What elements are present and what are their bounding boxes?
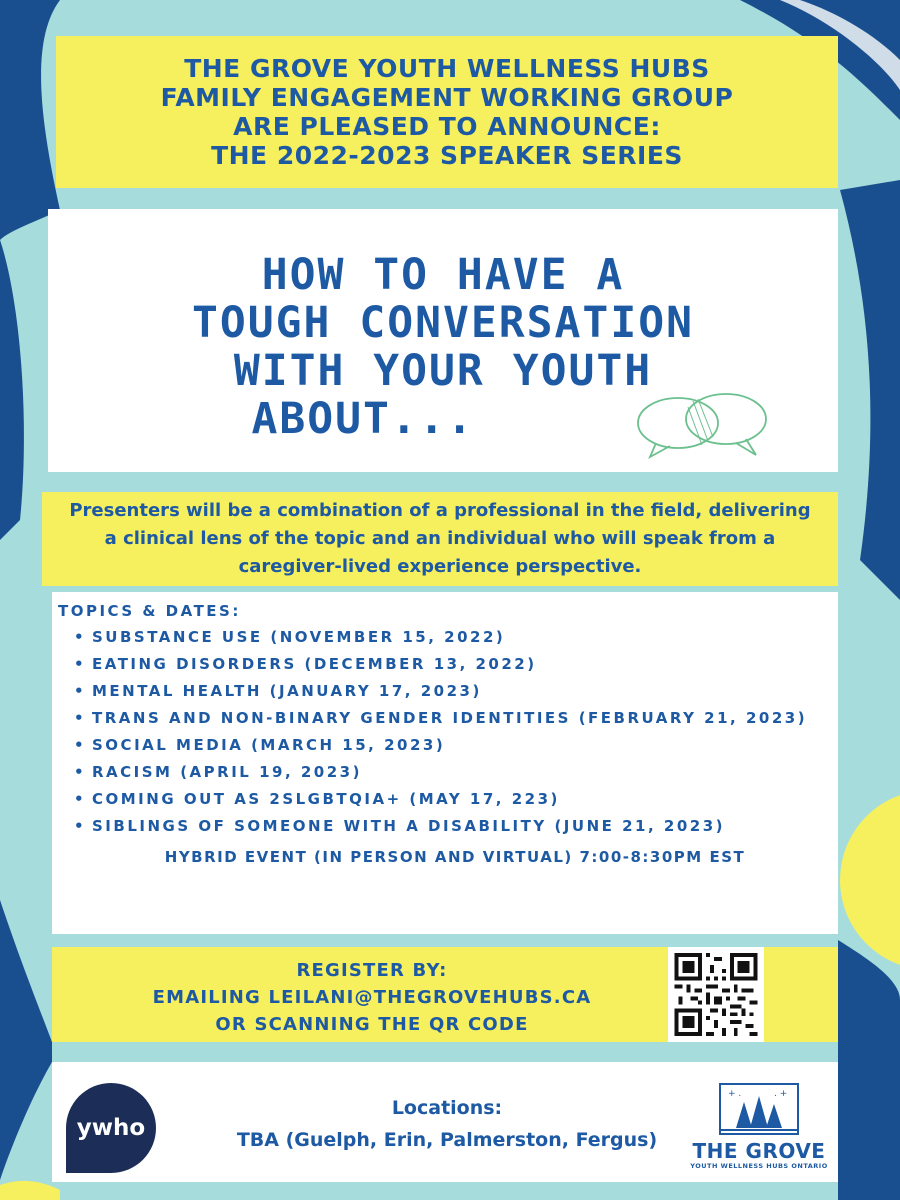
register-line: REGISTER BY:	[296, 960, 448, 981]
header-banner	[56, 36, 838, 188]
topic-item: • COMING OUT AS 2SLGBTQIA+ (MAY 17, 223)	[72, 786, 832, 813]
title-line: ABOUT...	[251, 394, 475, 444]
title-line: WITH YOUR YOUTH	[233, 346, 653, 396]
locations-value: TBA (Guelph, Erin, Palmerston, Fergus)	[236, 1129, 658, 1151]
presenters-description	[42, 492, 838, 586]
topic-item: • SIBLINGS OF SOMEONE WITH A DISABILITY (JUNE 21, 2023)	[72, 813, 832, 840]
speech-bubbles-icon	[628, 391, 778, 461]
header-line: FAMILY ENGAGEMENT WORKING GROUP	[160, 83, 734, 112]
svg-text:+ .: + .	[728, 1089, 742, 1099]
description-line: Presenters will be a combination of a professional in the field, delivering	[69, 500, 811, 521]
locations-block	[212, 1092, 682, 1156]
ywho-logo	[66, 1083, 156, 1173]
qr-code-icon[interactable]	[668, 947, 764, 1042]
header-line: ARE PLEASED TO ANNOUNCE:	[233, 112, 661, 141]
tree-icon	[714, 1080, 804, 1136]
register-line: OR SCANNING THE QR CODE	[215, 1014, 529, 1035]
register-email[interactable]: EMAILING LEILANI@THEGROVEHUBS.CA	[152, 987, 592, 1008]
svg-text:. +: . +	[774, 1089, 788, 1099]
hybrid-event-note: HYBRID EVENT (IN PERSON AND VIRTUAL) 7:00-8:30PM EST	[164, 848, 746, 866]
topics-heading: TOPICS & DATES:	[58, 602, 241, 620]
register-panel	[52, 947, 838, 1042]
title-line: HOW TO HAVE A	[261, 250, 625, 300]
ywho-logo-text: ywho	[76, 1115, 146, 1141]
topic-item: • SUBSTANCE USE (NOVEMBER 15, 2022)	[72, 624, 832, 651]
description-line: a clinical lens of the topic and an individual who will speak from a	[104, 528, 776, 549]
grove-subtitle: YOUTH WELLNESS HUBS ONTARIO	[690, 1162, 828, 1170]
locations-label: Locations:	[391, 1097, 503, 1119]
header-line: THE 2022-2023 SPEAKER SERIES	[211, 141, 683, 170]
topic-item: • EATING DISORDERS (DECEMBER 13, 2022)	[72, 651, 832, 678]
topics-list	[58, 624, 832, 840]
title-card	[48, 209, 838, 472]
topic-item: • RACISM (APRIL 19, 2023)	[72, 759, 832, 786]
header-line: THE GROVE YOUTH WELLNESS HUBS	[184, 54, 710, 83]
topic-item: • SOCIAL MEDIA (MARCH 15, 2023)	[72, 732, 832, 759]
topic-item: • TRANS AND NON-BINARY GENDER IDENTITIES (FEBRUARY 21, 2023)	[72, 705, 832, 732]
topics-panel	[52, 592, 838, 934]
register-instructions	[92, 957, 652, 1038]
topic-item: • MENTAL HEALTH (JANUARY 17, 2023)	[72, 678, 832, 705]
description-line: caregiver-lived experience perspective.	[238, 556, 642, 577]
the-grove-logo	[684, 1080, 834, 1180]
title-line: TOUGH CONVERSATION	[192, 298, 694, 348]
grove-name: THE GROVE	[692, 1139, 826, 1163]
footer-panel	[52, 1062, 838, 1182]
